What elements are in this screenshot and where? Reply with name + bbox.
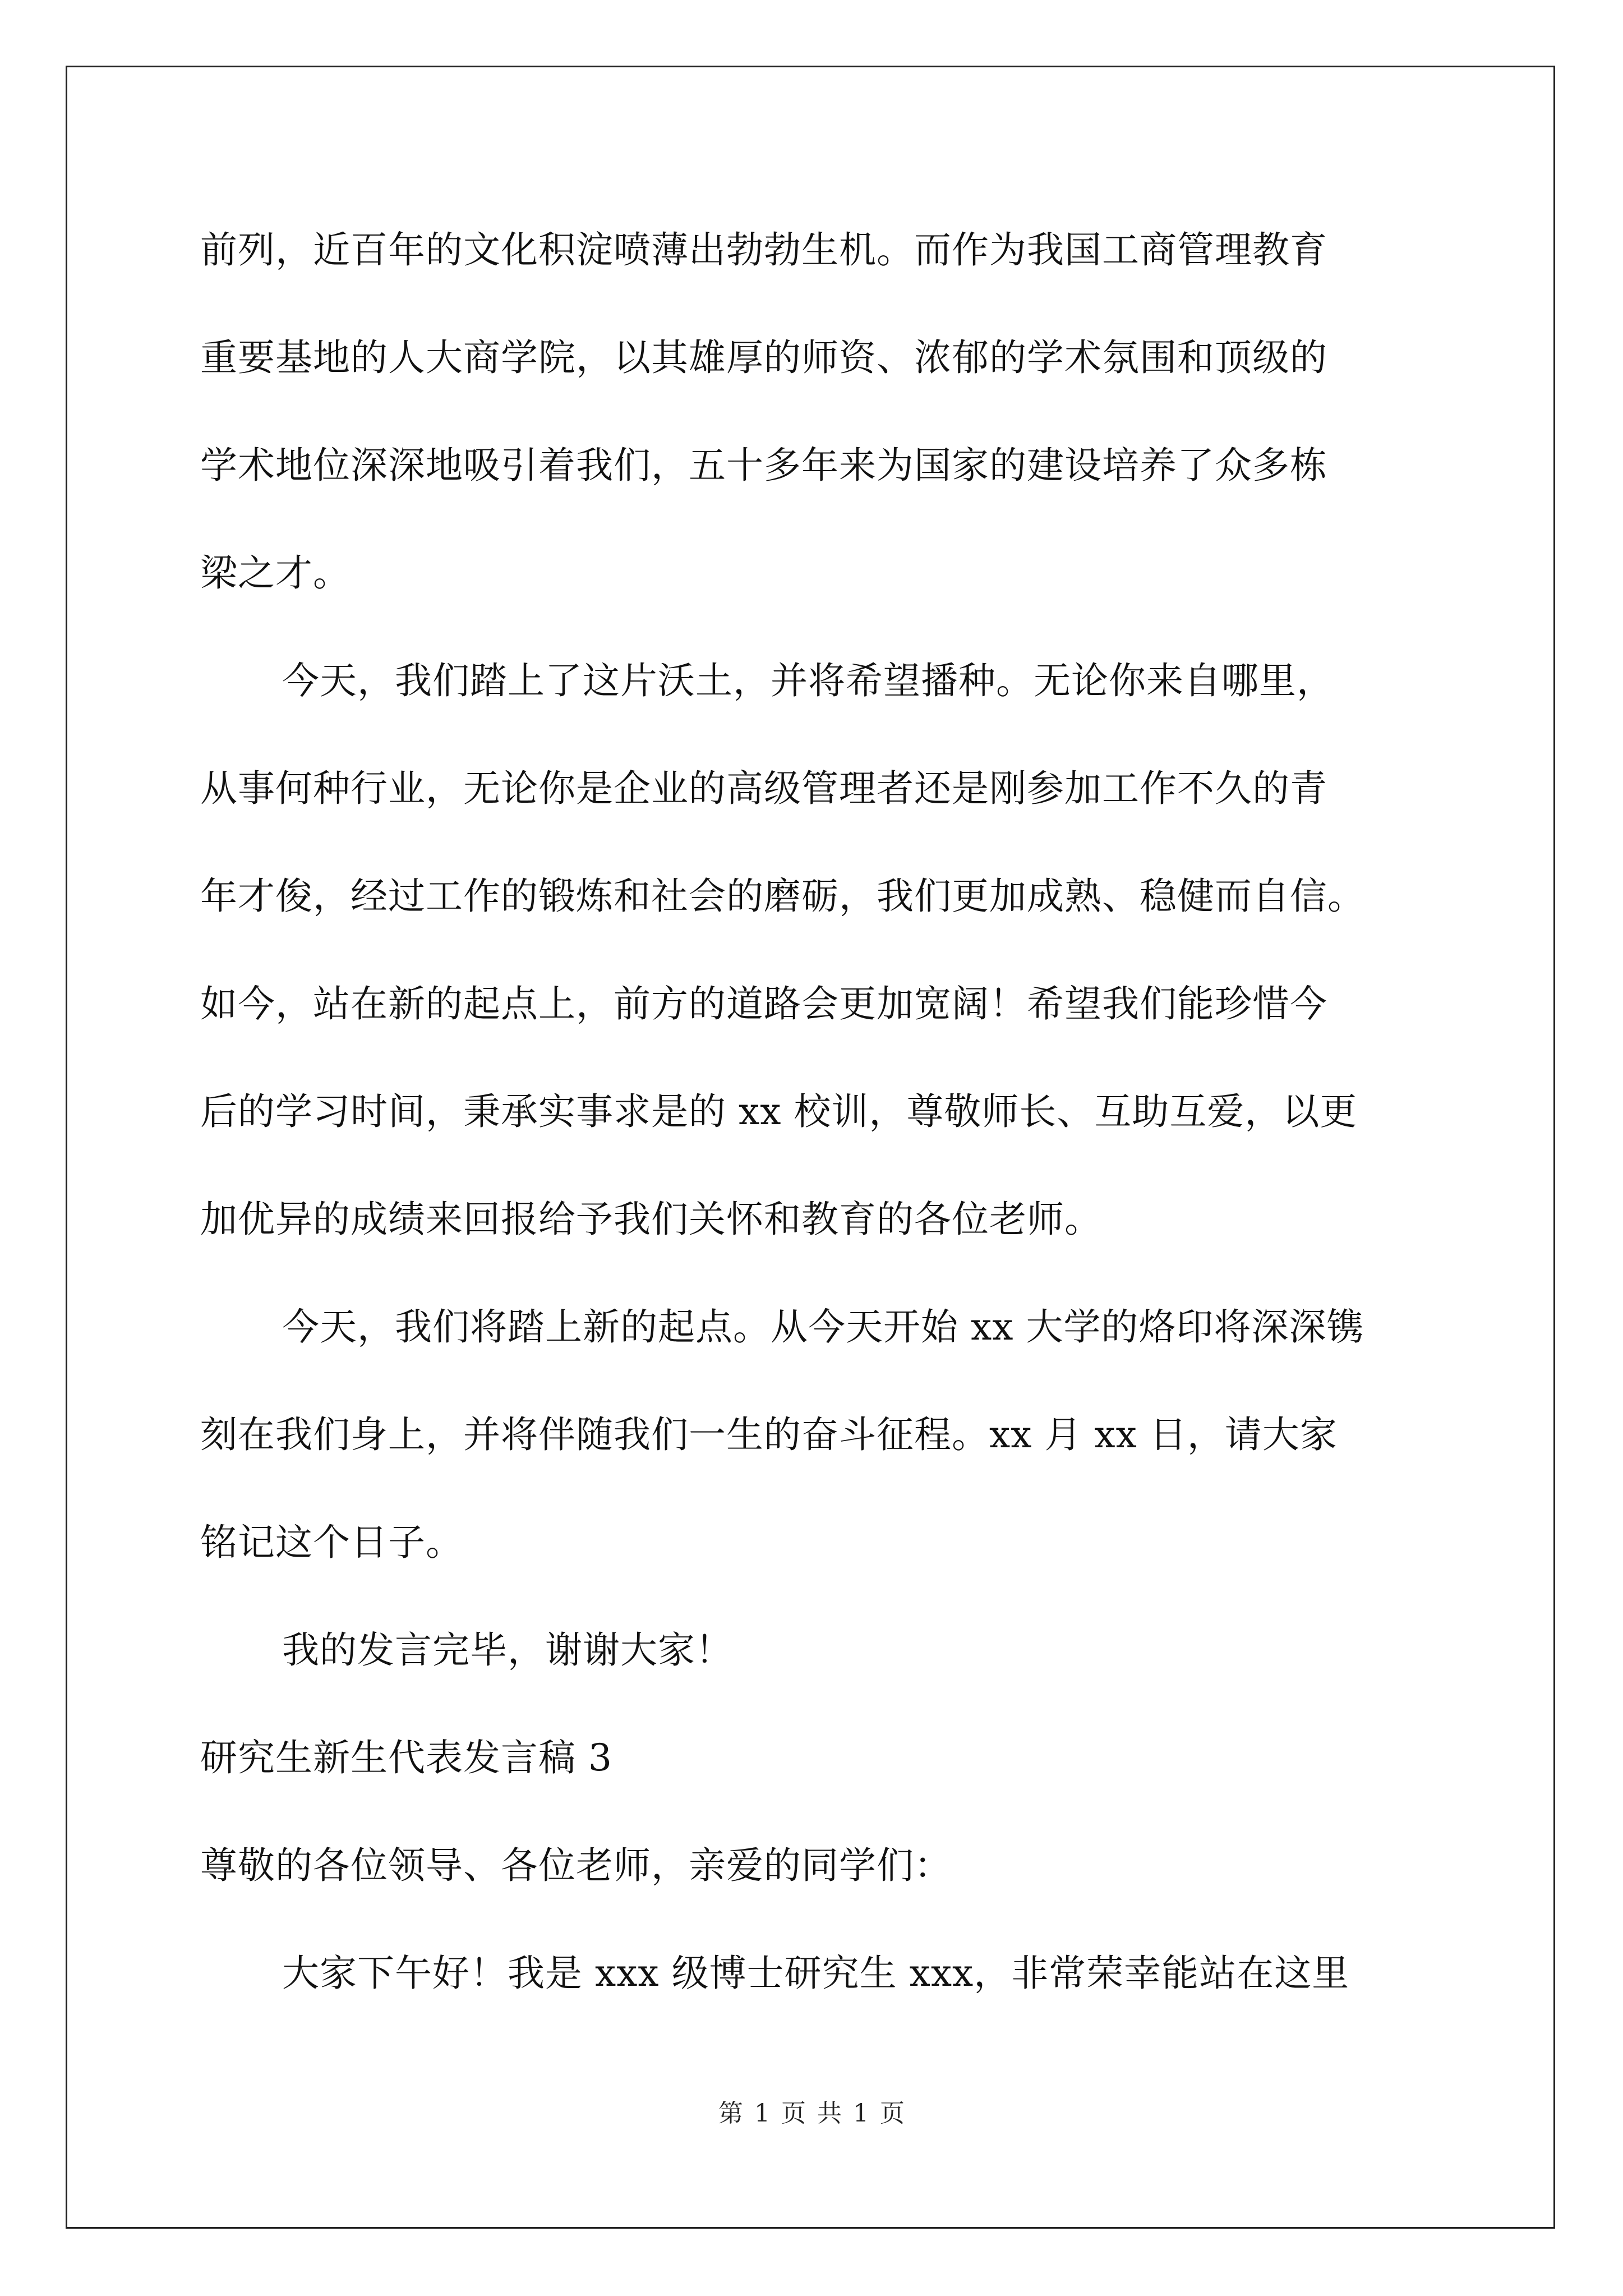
paragraph-first-line: 我的发言完毕，谢谢大家！ — [282, 1628, 733, 1672]
text-line: 前列，近百年的文化积淀喷薄出勃勃生机。而作为我国工商管理教育 — [200, 228, 1327, 272]
text-line: 学术地位深深地吸引着我们，五十多年来为国家的建设培养了众多栋 — [200, 444, 1327, 487]
section-heading: 研究生新生代表发言稿 3 — [200, 1736, 612, 1779]
text-line: 如今，站在新的起点上，前方的道路会更加宽阔！希望我们能珍惜今 — [200, 982, 1327, 1025]
text-line: 重要基地的人大商学院，以其雄厚的师资、浓郁的学术氛围和顶级的 — [200, 336, 1327, 379]
page-border — [66, 66, 1555, 2229]
text-line: 加优异的成绩来回报给予我们关怀和教育的各位老师。 — [200, 1198, 1102, 1241]
text-line: 后的学习时间，秉承实事求是的 xx 校训，尊敬师长、互助互爱，以更 — [200, 1090, 1358, 1133]
paragraph-first-line: 今天，我们将踏上新的起点。从今天开始 xx 大学的烙印将深深镌 — [282, 1305, 1364, 1349]
salutation: 尊敬的各位领导、各位老师，亲爱的同学们： — [200, 1844, 952, 1887]
text-line: 刻在我们身上，并将伴随我们一生的奋斗征程。xx 月 xx 日，请大家 — [200, 1413, 1338, 1456]
paragraph-first-line: 今天，我们踏上了这片沃土，并将希望播种。无论你来自哪里， — [282, 659, 1334, 702]
paragraph-first-line: 大家下午好！我是 xxx 级博士研究生 xxx，非常荣幸能站在这里 — [282, 1952, 1350, 1995]
page-footer: 第 1 页 共 1 页 — [718, 2099, 905, 2128]
text-line: 铭记这个日子。 — [200, 1521, 463, 1564]
text-line: 年才俊，经过工作的锻炼和社会的磨砺，我们更加成熟、稳健而自信。 — [200, 875, 1365, 918]
text-line: 梁之才。 — [200, 551, 351, 595]
text-line: 从事何种行业，无论你是企业的高级管理者还是刚参加工作不久的青 — [200, 767, 1327, 810]
